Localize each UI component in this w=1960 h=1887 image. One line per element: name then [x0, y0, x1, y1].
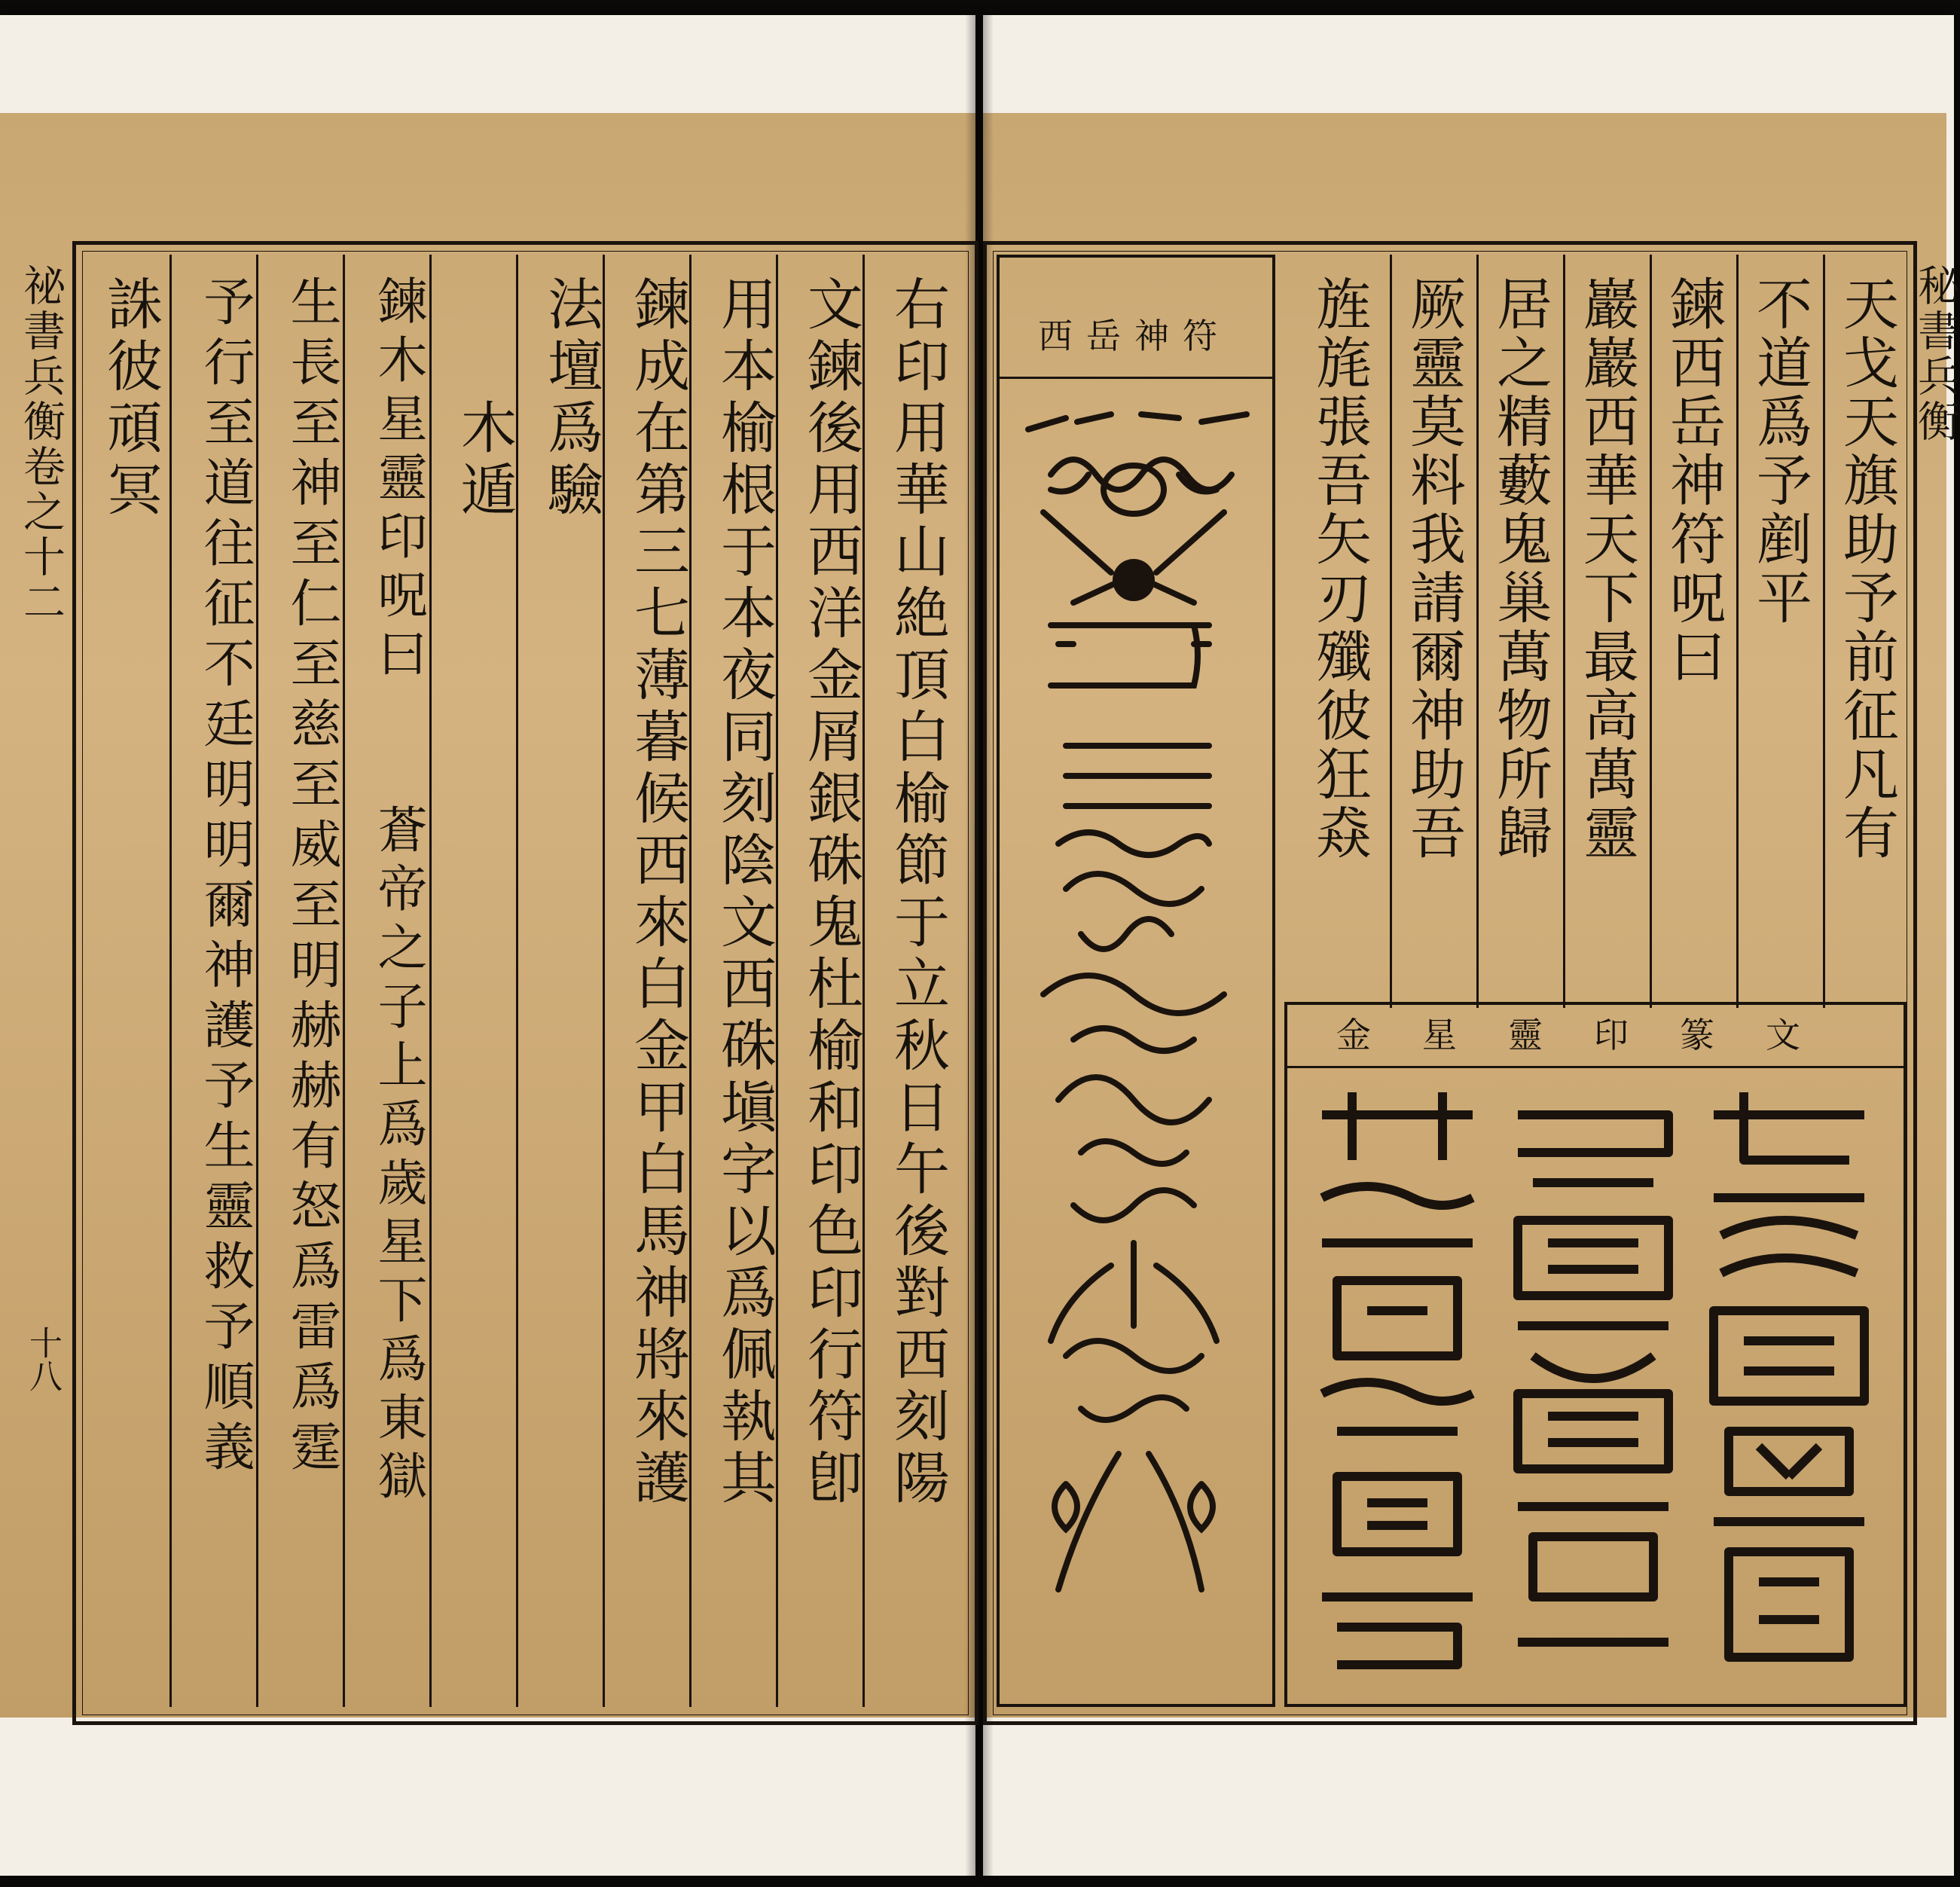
right-column-6: 厥靈莫料我請爾神助吾	[1401, 275, 1466, 863]
seal-caption-rule	[1284, 1066, 1907, 1068]
text-column-4: 鍊成在第三七薄暮候西來白金甲白馬神將來護	[625, 275, 690, 1510]
seal-caption: 金星靈印篆文	[1336, 1015, 1852, 1055]
right-column-3: 鍊西岳神符呪曰	[1661, 275, 1726, 686]
right-margin-title: 秘書兵衡	[1911, 264, 1960, 444]
text-column-1: 右印用華山絶頂白榆節于立秋日午後對西刻陽	[885, 275, 950, 1510]
right-column-1: 天戈天旗助予前征凡有	[1834, 275, 1899, 863]
left-page	[0, 15, 975, 1876]
right-column-7: 旌旄張吾矢刃殲彼狂猋	[1307, 275, 1372, 863]
column-rule	[1476, 255, 1479, 1008]
column-rule	[1563, 255, 1565, 1008]
right-column-2: 不道爲予剷平	[1748, 275, 1812, 627]
text-column-3: 用本榆根于本夜同刻陰文西硃塡字以爲佩執其	[712, 275, 777, 1510]
column-rule	[1823, 255, 1825, 1008]
section-heading: 木遁	[452, 275, 517, 522]
column-rule	[1650, 255, 1652, 1008]
right-page	[983, 15, 1960, 1876]
left-page-number: 十八	[23, 1326, 62, 1392]
column-rule	[169, 255, 172, 1707]
text-column-10: 誅彼頑冥	[98, 275, 163, 522]
column-rule	[1736, 255, 1739, 1008]
column-rule	[1390, 255, 1392, 1008]
west-peak-talisman-figure	[998, 377, 1269, 1695]
text-column-2: 文鍊後用西洋金屑銀硃鬼杜榆和印色印行符卽	[798, 275, 863, 1510]
text-column-8: 生長至神至仁至慈至威至明赫赫有怒爲雷爲霆	[282, 275, 341, 1480]
talisman-caption: 西岳神符	[1038, 316, 1231, 356]
text-column-5: 法壇爲驗	[539, 275, 603, 522]
right-column-5: 居之精藪鬼巢萬物所歸	[1488, 275, 1552, 863]
left-margin-title: 祕書兵衡卷之十二	[17, 264, 66, 625]
venus-seal-figure	[1292, 1070, 1894, 1695]
right-column-4: 巖巖西華天下最高萬靈	[1574, 275, 1639, 863]
text-column-9: 予行至道往征不廷明明爾神護予生靈救予順義	[195, 275, 255, 1480]
text-column-7: 鍊木星靈印呪曰 蒼帝之子上爲歲星下爲東獄	[369, 275, 427, 1509]
